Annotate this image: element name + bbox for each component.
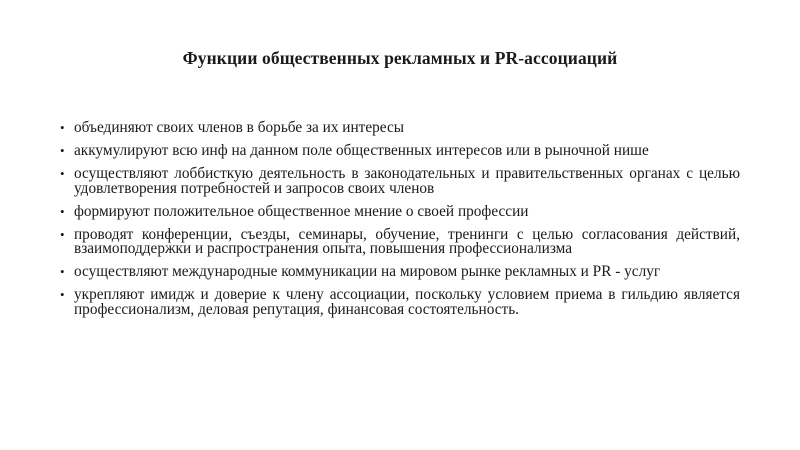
list-item: [60, 144, 740, 159]
list-item: [60, 121, 740, 136]
bullet-icon: •: [60, 143, 65, 158]
list-item: [60, 288, 740, 317]
list-item: [60, 202, 740, 220]
bullet-icon: •: [60, 264, 65, 279]
bullet-text: объединяют своих членов в борьбе за их интересы: [74, 119, 405, 136]
bullet-text: аккумулируют всю инф на данном поле общественных интересов или в рыночной нише: [74, 142, 649, 159]
bullet-text: укрепляют имидж и доверие к члену ассоциации, поскольку условием приема в гильдию является профессионализм, деловая репутация, финансовая состоятельность.: [74, 286, 740, 318]
bullet-icon: •: [60, 226, 65, 242]
bullet-list: [60, 121, 740, 326]
bullet-text: осуществляют международные коммуникации на мировом рынке рекламных и PR - услуг: [74, 263, 661, 280]
bullet-text: формируют положительное общественное мнение о своей профессии: [74, 202, 529, 220]
bullet-text: проводят конференции, съезды, семинары, обучение, тренинги с целью согласования действий, взаимоподдержки и распространения опыта, повышения профессионализма: [74, 225, 740, 257]
bullet-icon: •: [60, 166, 65, 181]
list-item: [60, 265, 740, 280]
list-item: [60, 225, 740, 257]
bullet-icon: •: [60, 287, 65, 302]
bullet-icon: •: [60, 120, 65, 135]
bullet-text: осуществляют лоббисткую деятельность в законодательных и правительственных органах с целью удовлетворения потребностей и запросов своих членов: [74, 165, 740, 197]
list-item: [60, 167, 740, 196]
slide-title: Функции общественных рекламных и PR-ассоциаций: [182, 48, 618, 68]
bullet-icon: •: [60, 203, 65, 219]
